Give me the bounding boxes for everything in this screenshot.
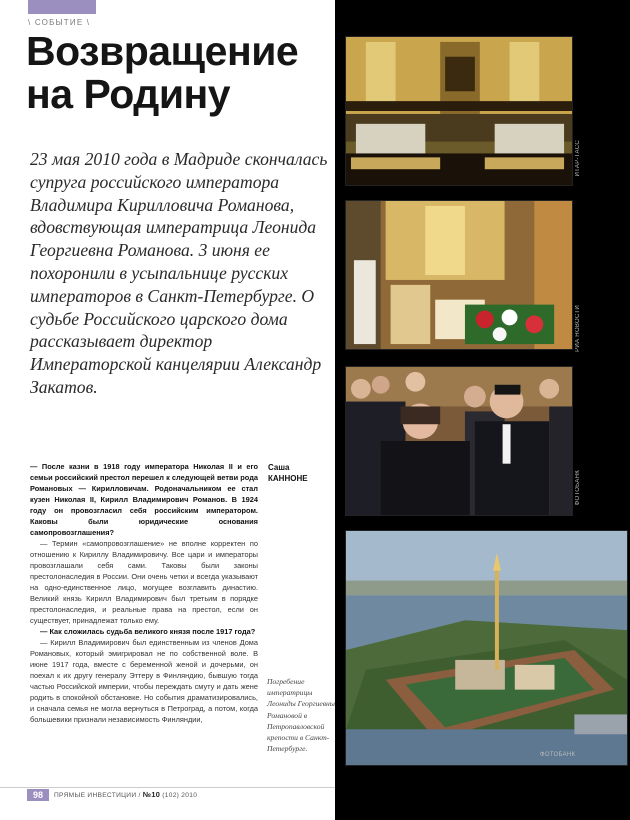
- photo-credit: ФОТОБАНК: [575, 470, 581, 506]
- footer-divider: [0, 787, 335, 788]
- photo-credit: ФОТОБАНК: [540, 752, 576, 758]
- author-first-name: Саша: [268, 463, 290, 472]
- footer-magazine-name: ПРЯМЫЕ ИНВЕСТИЦИИ /: [54, 792, 141, 799]
- fortress-aerial-photo: [345, 530, 628, 766]
- photo-credit: РИА НОВОСТИ: [575, 305, 581, 352]
- article-headline: [26, 30, 346, 116]
- cathedral-interior-photo: [345, 36, 573, 186]
- footer-issue-detail: (102) 2010: [162, 792, 198, 799]
- photo-caption: Погребение императрицы Леониды Георгиевны Романовой в Петропавловской крепости в Санкт-Петербурге.: [267, 677, 335, 754]
- interview-answer: — Термин «самопровозглашение» не вполне корректен по отношению к Кириллу Владимировичу. Все цари и императоры провозглашали себя сами. Таковы были законы престолонаследия в России. Они очень четки и всегда указывают на одно-единственное лицо, могущее возглавить династию. Великий князь Кирилл Владимирович был третьим в порядке престолонаследия, и реальные права на престол, если он существует, принадлежат только ему.: [30, 539, 258, 625]
- rubric-color-bar: [28, 0, 96, 14]
- author-byline: [268, 462, 308, 484]
- photo-credit: ИТАР-ТАСС: [575, 140, 581, 177]
- headline-line-1: Возвращение: [26, 28, 299, 74]
- article-lead: 23 мая 2010 года в Мадриде скончалась супруга российского императора Владимира Кирилловича Романова, вдовствующая императрица Леонида Георгиевна Романова. 3 июня ее похоронили в усыпальнице русских императоров в Санкт-Петербурге. О судьбе Российского царского дома рассказывает директор Императорской канцелярии Александр Закатов.: [30, 149, 328, 397]
- interview-question: — После казни в 1918 году императора Николая II и его семьи российский престол перешел к следующей ветви рода Романовых — Кирилловичам. Родоначальником ее стал кузен Николая II, Кирилл Владимирович Романов. В 1924 году он провозгласил себя российским императором. Каковы были юридические основания самопровозглашения?: [30, 462, 258, 537]
- interview-answer: — Кирилл Владимирович был единственным из членов Дома Романовых, который эмигрировал не по собственной воле. В июне 1917 года, вместе с беременной женой и дочерьми, он поехал к их другу генералу Эттеру в Финляндию, бывшую тогда частью Российской империи, чтобы переждать смуту и дать жене родить в спокойной обстановке. Но события драматизировались, и сначала семья не могла вернуться в Петроград, а потом, когда большевики признали независимость Финляндии,: [30, 638, 258, 724]
- page-number: 98: [27, 789, 49, 801]
- mourners-photo: [345, 366, 573, 516]
- rubric-label: \ СОБЫТИЕ \: [28, 18, 91, 27]
- interview-question: — Как сложилась судьба великого князя после 1917 года?: [40, 627, 256, 636]
- headline-line-2: на Родину: [26, 71, 231, 117]
- funeral-service-photo: [345, 200, 573, 350]
- article-body: [30, 461, 258, 725]
- footer-magazine: [54, 790, 197, 799]
- author-last-name: КАННОНЕ: [268, 474, 308, 483]
- footer-issue-number: №10: [142, 790, 161, 799]
